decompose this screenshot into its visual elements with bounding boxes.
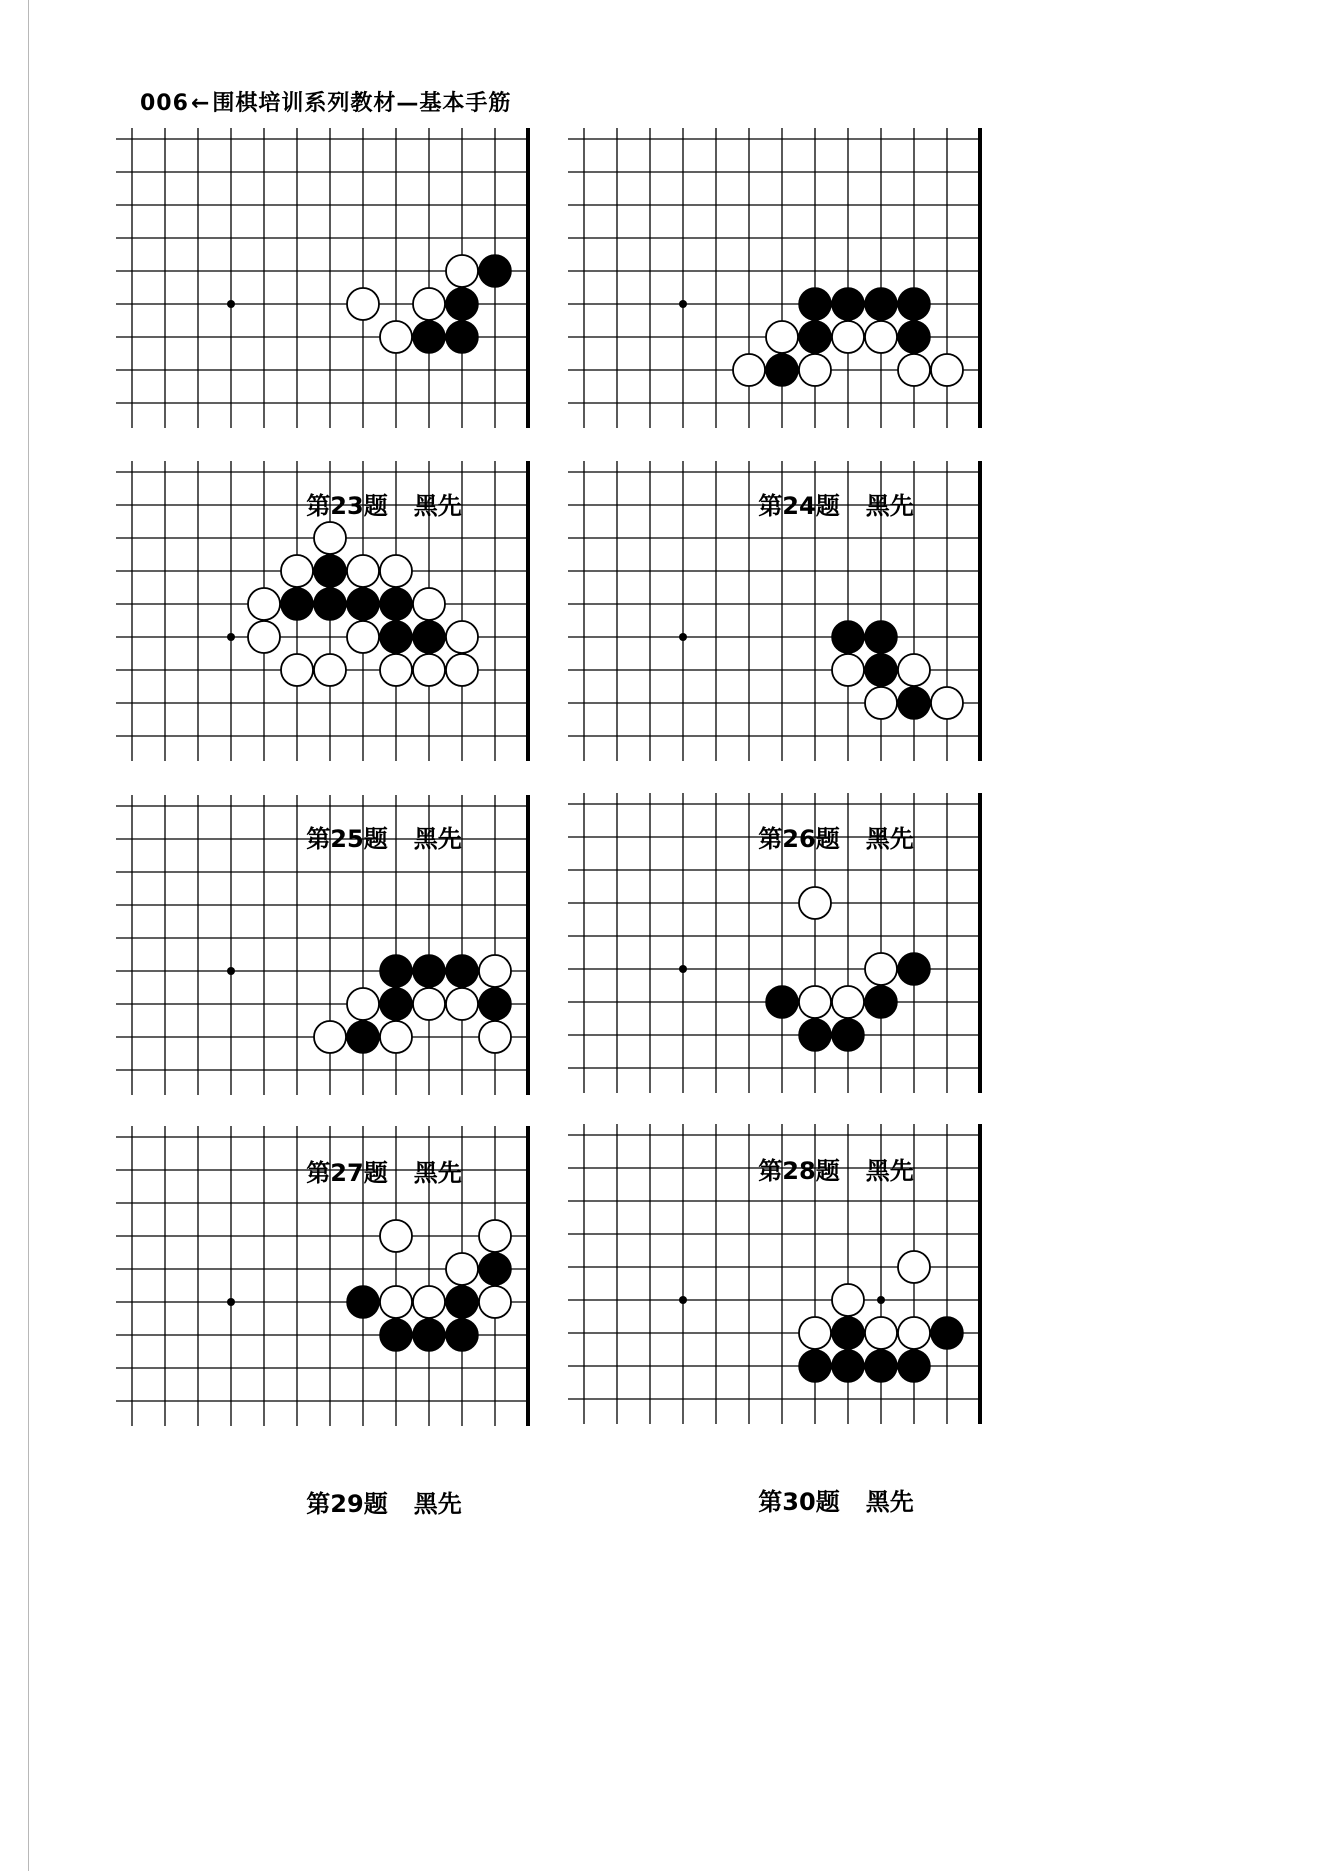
black-stone: [347, 1021, 379, 1053]
grid-lines: [568, 793, 980, 1093]
to-play-label: 黑先: [413, 825, 462, 853]
black-stone: [479, 255, 511, 287]
white-stone: [413, 588, 445, 620]
black-stone: [865, 1350, 897, 1382]
black-stone: [479, 988, 511, 1020]
white-stone: [446, 255, 478, 287]
black-stone: [766, 986, 798, 1018]
problem-caption: [568, 1482, 1104, 1517]
black-stone: [898, 321, 930, 353]
go-board: [568, 461, 1104, 761]
black-stone: [799, 288, 831, 320]
problem-30: [568, 1124, 1104, 1516]
white-stone: [832, 1284, 864, 1316]
arrow-left-icon: ←: [190, 91, 211, 116]
black-stone: [413, 1319, 445, 1351]
white-stone: [865, 953, 897, 985]
white-stone: [248, 621, 280, 653]
star-point: [679, 633, 687, 641]
to-play-label: 黑先: [413, 1490, 462, 1518]
black-stone: [766, 354, 798, 386]
white-stone: [799, 354, 831, 386]
white-stone: [380, 1286, 412, 1318]
problem-number: 第27题: [306, 1159, 388, 1187]
white-stone: [799, 1317, 831, 1349]
white-stone: [898, 354, 930, 386]
white-stone: [479, 1220, 511, 1252]
white-stone: [347, 555, 379, 587]
white-stone: [380, 1021, 412, 1053]
black-stone: [479, 1253, 511, 1285]
white-stone: [314, 654, 346, 686]
white-stone: [832, 986, 864, 1018]
black-stone: [799, 1350, 831, 1382]
black-stone: [380, 621, 412, 653]
go-board: [568, 128, 1104, 428]
to-play-label: 黑先: [865, 825, 914, 853]
black-stone: [347, 1286, 379, 1318]
white-stone: [380, 321, 412, 353]
white-stone: [314, 1021, 346, 1053]
book-title: 围棋培训系列教材—基本手筋: [212, 91, 512, 116]
black-stone: [832, 1019, 864, 1051]
to-play-label: 黑先: [865, 492, 914, 520]
go-board: [568, 1124, 1104, 1424]
black-stone: [799, 1019, 831, 1051]
star-point: [679, 300, 687, 308]
white-stone: [380, 654, 412, 686]
black-stone: [380, 955, 412, 987]
white-stone: [413, 288, 445, 320]
black-stone: [413, 621, 445, 653]
black-stone: [832, 288, 864, 320]
page-number: 006: [140, 91, 189, 116]
problem-number: 第29题: [306, 1490, 388, 1518]
star-point: [227, 1298, 235, 1306]
white-stone: [347, 288, 379, 320]
to-play-label: 黑先: [865, 1488, 914, 1516]
white-stone: [446, 1253, 478, 1285]
star-point: [679, 965, 687, 973]
white-stone: [446, 988, 478, 1020]
black-stone: [446, 1286, 478, 1318]
white-stone: [446, 654, 478, 686]
white-stone: [832, 321, 864, 353]
page-header: [140, 86, 511, 117]
black-stone: [446, 1319, 478, 1351]
black-stone: [314, 555, 346, 587]
black-stone: [832, 1350, 864, 1382]
white-stone: [314, 522, 346, 554]
white-stone: [347, 621, 379, 653]
black-stone: [446, 955, 478, 987]
binding-line: [28, 0, 29, 1871]
go-board: [568, 793, 1104, 1093]
white-stone: [931, 354, 963, 386]
white-stone: [766, 321, 798, 353]
white-stone: [898, 1317, 930, 1349]
problem-number: 第26题: [758, 825, 840, 853]
white-stone: [248, 588, 280, 620]
white-stone: [347, 988, 379, 1020]
white-stone: [832, 654, 864, 686]
problem-number: 第23题: [306, 492, 388, 520]
problem-number: 第25题: [306, 825, 388, 853]
to-play-label: 黑先: [413, 1159, 462, 1187]
black-stone: [446, 321, 478, 353]
white-stone: [479, 1021, 511, 1053]
problem-26: [568, 461, 1104, 853]
problem-28: [568, 793, 1104, 1185]
black-stone: [446, 288, 478, 320]
star-point: [227, 300, 235, 308]
black-stone: [380, 588, 412, 620]
white-stone: [865, 321, 897, 353]
white-stone: [898, 654, 930, 686]
star-point: [227, 633, 235, 641]
black-stone: [865, 288, 897, 320]
white-stone: [799, 986, 831, 1018]
black-stone: [865, 621, 897, 653]
black-stone: [314, 588, 346, 620]
white-stone: [281, 654, 313, 686]
problem-number: 第28题: [758, 1157, 840, 1185]
white-stone: [380, 1220, 412, 1252]
black-stone: [898, 288, 930, 320]
black-stone: [413, 955, 445, 987]
to-play-label: 黑先: [413, 492, 462, 520]
white-stone: [898, 1251, 930, 1283]
white-stone: [281, 555, 313, 587]
black-stone: [799, 321, 831, 353]
black-stone: [281, 588, 313, 620]
black-stone: [931, 1317, 963, 1349]
black-stone: [898, 687, 930, 719]
black-stone: [832, 621, 864, 653]
problem-24: [568, 128, 1104, 520]
white-stone: [446, 621, 478, 653]
star-point: [679, 1296, 687, 1304]
black-stone: [832, 1317, 864, 1349]
white-stone: [479, 1286, 511, 1318]
white-stone: [931, 687, 963, 719]
to-play-label: 黑先: [865, 1157, 914, 1185]
black-stone: [413, 321, 445, 353]
white-stone: [799, 887, 831, 919]
black-stone: [898, 1350, 930, 1382]
black-stone: [347, 588, 379, 620]
star-point: [227, 967, 235, 975]
black-stone: [865, 654, 897, 686]
black-stone: [380, 1319, 412, 1351]
white-stone: [413, 1286, 445, 1318]
white-stone: [865, 1317, 897, 1349]
black-stone: [898, 953, 930, 985]
white-stone: [413, 654, 445, 686]
board-mark: [877, 1296, 885, 1304]
problem-number: 第30题: [758, 1488, 840, 1516]
black-stone: [865, 986, 897, 1018]
white-stone: [479, 955, 511, 987]
black-stone: [380, 988, 412, 1020]
white-stone: [380, 555, 412, 587]
white-stone: [865, 687, 897, 719]
problem-number: 第24题: [758, 492, 840, 520]
white-stone: [733, 354, 765, 386]
white-stone: [413, 988, 445, 1020]
